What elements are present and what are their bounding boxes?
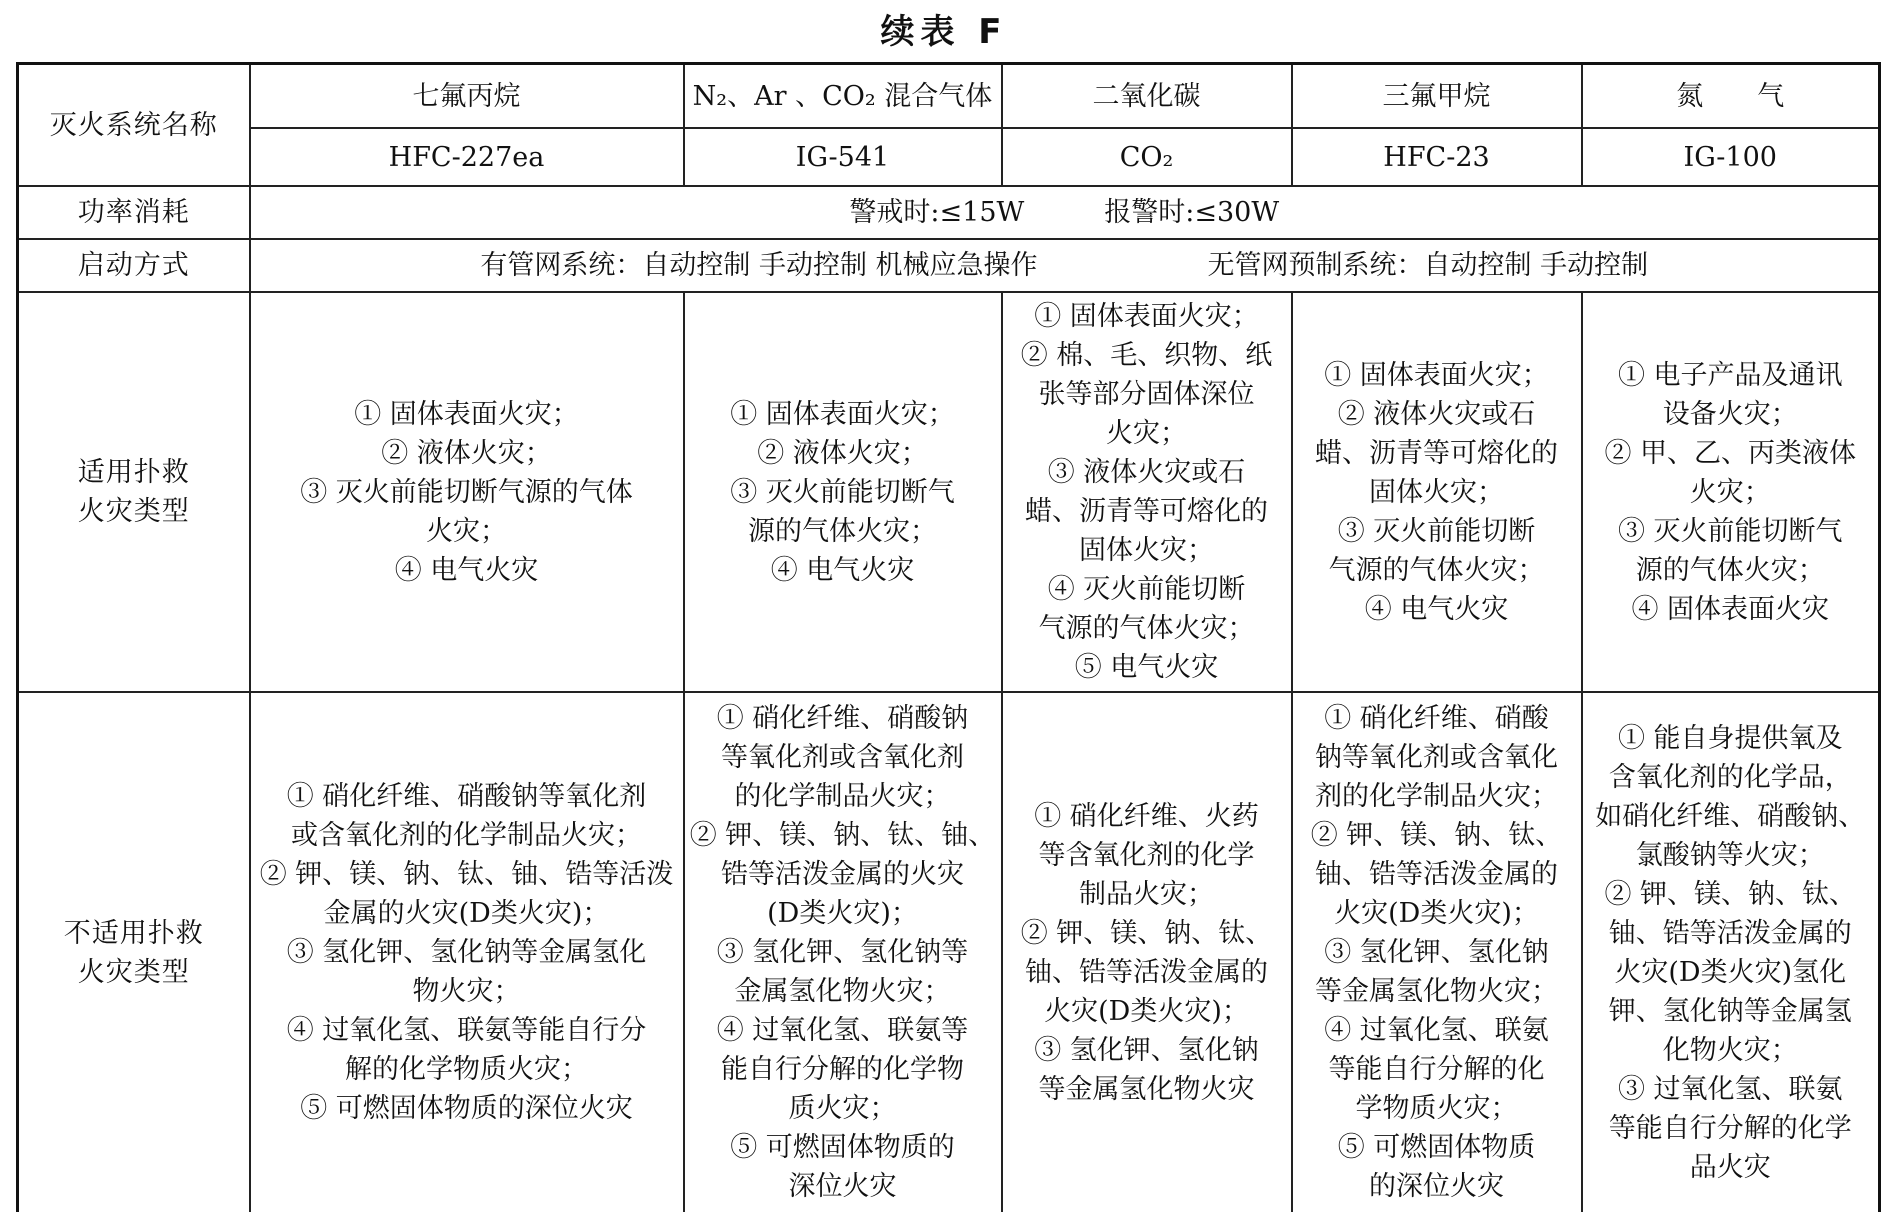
cell-line: 含氧化剂的化学品，: [1608, 761, 1852, 793]
cell-line: ⑤ 可燃固体物质的深位火灾: [300, 1093, 633, 1124]
cell-line: ② 钾、镁、钠、钛、: [1310, 820, 1563, 851]
not-applicable-cell: [1582, 692, 1880, 1212]
not-applicable-cell: [1292, 692, 1582, 1212]
cell-line: ② 液体火灾；: [757, 437, 928, 469]
cell-line: 火灾；: [1689, 476, 1771, 508]
column-name-co2: 二氧化碳: [1002, 64, 1292, 129]
applicable-label-line: 火灾类型: [77, 496, 190, 527]
applicable-cell: [250, 292, 684, 692]
cell-line: 质火灾；: [788, 1093, 897, 1124]
applicable-cell: [1582, 292, 1880, 692]
cell-line: 火灾(D类火灾)；: [1334, 898, 1539, 929]
not-applicable-row: [18, 692, 1880, 1212]
cell-line: ② 棉、毛、织物、纸: [1020, 340, 1273, 371]
power-standby: 警戒时:≤15W: [849, 197, 1025, 228]
cell-line: ④ 过氧化氢、联氨: [1324, 1015, 1549, 1046]
cell-line: ② 钾、镁、钠、钛、: [1020, 917, 1273, 949]
cell-line: 钾、氢化钠等金属氢: [1608, 995, 1852, 1027]
power-values: [250, 186, 1880, 239]
cell-line: ③ 氢化钾、氢化钠: [1324, 937, 1549, 968]
system-code-row: [18, 128, 1880, 186]
cell-line: (D类火灾)；: [767, 898, 918, 929]
cell-line: 能自行分解的化学物: [721, 1054, 964, 1085]
cell-line: 如硝化纤维、硝酸钠、: [1595, 800, 1866, 832]
cell-line: ③ 过氧化氢、联氨: [1617, 1073, 1843, 1105]
cell-line: 化物火灾；: [1662, 1034, 1798, 1066]
cell-line: 张等部分固体深位: [1038, 379, 1255, 410]
cell-line: 铀、锆等活泼金属的: [1315, 859, 1558, 890]
cell-line: 等金属氢化物火灾: [1038, 1073, 1255, 1105]
cell-line: ① 固体表面火灾；: [1324, 359, 1549, 391]
cell-line: 学物质火灾；: [1355, 1093, 1518, 1124]
cell-line: ④ 电气火灾: [394, 554, 539, 586]
cell-line: ① 硝化纤维、硝酸钠: [716, 703, 969, 734]
startup-unpiped: 无管网预制系统：自动控制 手动控制: [1207, 250, 1649, 281]
cell-line: 设备火灾；: [1662, 398, 1798, 430]
cell-line: ③ 灭火前能切断: [1337, 515, 1536, 547]
column-name-ig541: N₂、Ar 、CO₂ 混合气体: [684, 64, 1002, 129]
not-applicable-label-line: 不适用扑救: [63, 917, 204, 949]
cell-line: 源的气体火灾；: [1635, 554, 1825, 586]
cell-line: ④ 电气火灾: [1364, 593, 1509, 625]
cell-line: ③ 灭火前能切断气: [730, 476, 955, 508]
column-name-hfc227ea: 七氟丙烷: [250, 64, 684, 129]
cell-line: 蜡、沥青等可熔化的: [1315, 437, 1558, 469]
cell-line: 或含氧化剂的化学制品火灾；: [291, 820, 642, 851]
extinguishing-system-table: [16, 62, 1881, 1212]
cell-line: ④ 灭火前能切断: [1047, 574, 1246, 605]
applicable-label-line: 适用扑救: [77, 457, 190, 488]
cell-line: ③ 氢化钾、氢化钠等: [716, 937, 969, 968]
column-code-hfc227ea: HFC-227ea: [250, 128, 684, 186]
column-code-hfc23: HFC-23: [1292, 128, 1582, 186]
cell-line: ③ 灭火前能切断气源的气体: [300, 476, 633, 508]
startup-row: [18, 239, 1880, 292]
cell-line: ② 液体火灾或石: [1337, 398, 1536, 430]
cell-line: 金属氢化物火灾；: [734, 976, 951, 1007]
cell-line: ① 固体表面火灾；: [1034, 301, 1259, 332]
system-name-label: 灭火系统名称: [18, 64, 250, 187]
cell-line: 固体火灾；: [1369, 476, 1504, 508]
cell-line: 等金属氢化物火灾；: [1315, 976, 1558, 1007]
cell-line: ⑤ 电气火灾: [1074, 652, 1219, 683]
cell-line: 物火灾；: [412, 976, 521, 1007]
column-code-co2: CO₂: [1002, 128, 1292, 186]
cell-line: ② 钾、镁、钠、钛、: [1604, 878, 1857, 910]
cell-line: ④ 过氧化氢、联氨等: [716, 1015, 969, 1046]
applicable-cell: [1002, 292, 1292, 692]
cell-line: 等含氧化剂的化学: [1038, 839, 1255, 871]
cell-line: ⑤ 可燃固体物质的: [730, 1132, 955, 1163]
cell-line: ④ 电气火灾: [770, 554, 915, 586]
cell-line: ① 固体表面火灾；: [354, 398, 579, 430]
applicable-row: [18, 292, 1880, 692]
table-title: 续表 F: [880, 12, 1008, 52]
cell-line: ⑤ 可燃固体物质: [1337, 1132, 1536, 1163]
applicable-cell: [684, 292, 1002, 692]
column-name-hfc23: 三氟甲烷: [1292, 64, 1582, 129]
cell-line: 蜡、沥青等可熔化的: [1025, 496, 1268, 527]
not-applicable-label: [18, 692, 250, 1212]
cell-line: 火灾(D类火灾)氢化: [1614, 956, 1847, 988]
cell-line: ③ 液体火灾或石: [1047, 457, 1246, 488]
cell-line: 锆等活泼金属的火灾: [721, 859, 964, 890]
cell-line: 制品火灾；: [1079, 878, 1214, 910]
startup-piped: 有管网系统：自动控制 手动控制 机械应急操作: [480, 250, 1038, 281]
cell-line: 固体火灾；: [1079, 535, 1214, 566]
column-code-ig100: IG-100: [1582, 128, 1880, 186]
cell-line: 火灾；: [426, 515, 507, 547]
cell-line: 金属的火灾(D类火灾)；: [323, 898, 610, 929]
not-applicable-cell: [250, 692, 684, 1212]
not-applicable-cell: [684, 692, 1002, 1212]
startup-values: [250, 239, 1880, 292]
column-code-ig541: IG-541: [684, 128, 1002, 186]
cell-line: 铀、锆等活泼金属的: [1608, 917, 1852, 949]
system-name-row: [18, 64, 1880, 129]
cell-line: ① 固体表面火灾；: [730, 398, 955, 430]
cell-line: ③ 灭火前能切断气: [1617, 515, 1843, 547]
not-applicable-label-line: 火灾类型: [77, 956, 190, 988]
cell-line: 气源的气体火灾；: [1038, 613, 1255, 644]
cell-line: ① 硝化纤维、硝酸: [1324, 703, 1549, 734]
applicable-cell: [1292, 292, 1582, 692]
cell-line: 铀、锆等活泼金属的: [1025, 956, 1268, 988]
cell-line: ② 甲、乙、丙类液体: [1604, 437, 1857, 469]
power-alarm: 报警时:≤30W: [1104, 197, 1280, 228]
cell-line: ① 硝化纤维、硝酸钠等氧化剂: [286, 781, 647, 812]
cell-line: ④ 固体表面火灾: [1631, 593, 1830, 625]
cell-line: 氯酸钠等火灾；: [1635, 839, 1825, 871]
startup-label: 启动方式: [18, 239, 250, 292]
cell-line: 解的化学物质火灾；: [345, 1054, 588, 1085]
cell-line: ② 钾、镁、钠、钛、铀、锆等活泼: [259, 859, 674, 890]
cell-line: 等能自行分解的化: [1328, 1054, 1545, 1085]
column-name-ig100: 氮 气: [1582, 64, 1880, 129]
cell-line: ① 硝化纤维、火药: [1034, 800, 1259, 832]
cell-line: 气源的气体火灾；: [1328, 554, 1545, 586]
power-row: [18, 186, 1880, 239]
cell-line: 等能自行分解的化学: [1608, 1112, 1852, 1144]
cell-line: 的深位火灾: [1369, 1171, 1504, 1202]
power-label: 功率消耗: [18, 186, 250, 239]
cell-line: 火灾(D类火灾)；: [1044, 995, 1249, 1027]
cell-line: ② 钾、镁、钠、钛、铀、: [689, 820, 996, 851]
cell-line: ① 电子产品及通讯: [1617, 359, 1843, 391]
cell-line: 剂的化学制品火灾；: [1315, 781, 1558, 812]
cell-line: 品火灾: [1689, 1151, 1771, 1183]
cell-line: 等氧化剂或含氧化剂: [721, 742, 964, 773]
cell-line: 钠等氧化剂或含氧化: [1315, 742, 1558, 773]
applicable-label: [18, 292, 250, 692]
cell-line: ② 液体火灾；: [381, 437, 552, 469]
cell-line: 的化学制品火灾；: [734, 781, 951, 812]
cell-line: ③ 氢化钾、氢化钠: [1034, 1034, 1259, 1066]
not-applicable-cell: [1002, 692, 1292, 1212]
cell-line: 源的气体火灾；: [748, 515, 937, 547]
cell-line: ④ 过氧化氢、联氨等能自行分: [286, 1015, 647, 1046]
cell-line: 火灾；: [1106, 418, 1187, 449]
cell-line: ① 能自身提供氧及: [1617, 722, 1843, 754]
cell-line: 深位火灾: [788, 1171, 897, 1202]
cell-line: ③ 氢化钾、氢化钠等金属氢化: [286, 937, 647, 968]
